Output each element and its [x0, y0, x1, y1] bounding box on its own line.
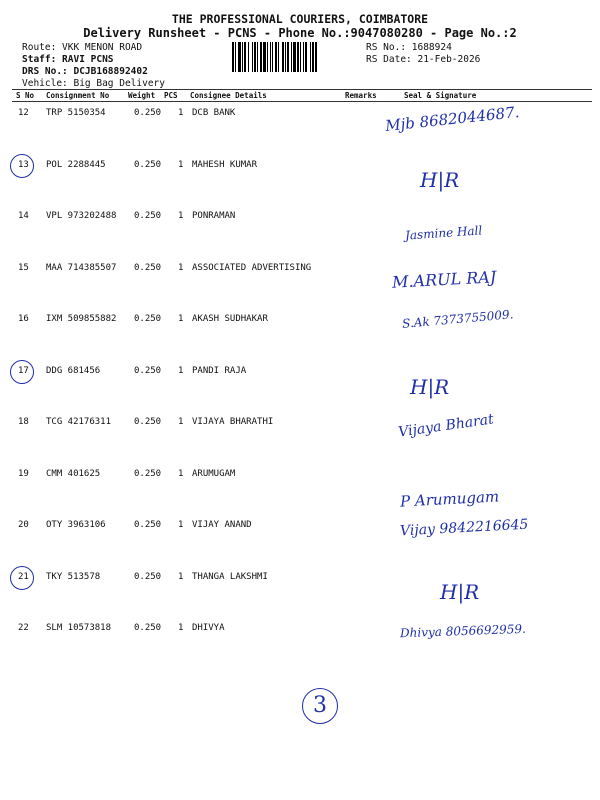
row-consignee: VIJAY ANAND: [192, 520, 252, 530]
row-signature-handwriting: Dhivya 8056692959.: [399, 621, 527, 641]
row-sno: 21: [18, 571, 29, 582]
col-pcs: PCS: [164, 91, 178, 100]
rs-date: RS Date: 21-Feb-2026: [366, 54, 481, 65]
barcode: [232, 42, 360, 72]
row-consignment-no: CMM 401625: [46, 468, 101, 479]
row-sno: 16: [18, 314, 29, 324]
row-consignment-no: OTY 3963106: [46, 520, 106, 530]
row-sno: 18: [18, 417, 29, 427]
row-weight: 0.250: [134, 417, 162, 427]
row-pcs: 1: [178, 468, 184, 479]
row-consignee: THANGA LAKSHMI: [192, 571, 268, 582]
header-rule-bottom: [12, 101, 592, 102]
page-mark-circle: [302, 688, 338, 724]
row-circle-mark: [10, 566, 34, 590]
row-weight: 0.250: [134, 262, 162, 273]
row-signature-handwriting: S.Ak 7373755009.: [401, 307, 514, 331]
row-consignment-no: TCG 42176311: [46, 417, 112, 427]
row-sno: 12: [18, 108, 29, 118]
row-consignee: AKASH SUDHAKAR: [192, 314, 268, 324]
row-weight: 0.250: [134, 314, 162, 324]
row-pcs: 1: [178, 211, 184, 221]
row-consignment-no: TKY 513578: [46, 571, 101, 582]
row-consignee: MAHESH KUMAR: [192, 159, 258, 170]
col-weight: Weight: [128, 91, 156, 100]
row-pcs: 1: [178, 108, 184, 118]
row-weight: 0.250: [134, 159, 162, 170]
row-weight: 0.250: [134, 365, 162, 376]
row-sno: 17: [18, 365, 29, 376]
row-weight: 0.250: [134, 468, 162, 479]
row-consignee: DHIVYA: [192, 623, 225, 633]
row-pcs: 1: [178, 623, 184, 633]
row-sno: 20: [18, 520, 29, 530]
row-consignee: PANDI RAJA: [192, 365, 247, 376]
row-signature-handwriting: Vijay 9842216645: [399, 516, 529, 540]
page-mark: 3: [313, 693, 327, 718]
row-weight: 0.250: [134, 623, 162, 633]
row-pcs: 1: [178, 314, 184, 324]
row-signature-handwriting: M.ARUL RAJ: [391, 267, 497, 292]
row-consignment-no: TRP 5150354: [46, 108, 106, 118]
row-signature-handwriting: H|R: [440, 580, 480, 604]
row-consignee: PONRAMAN: [192, 211, 236, 221]
row-signature-handwriting: H|R: [420, 168, 460, 192]
row-sno: 19: [18, 468, 29, 479]
rs-number: RS No.: 1688924: [366, 42, 452, 53]
route-label: Route: VKK MENON ROAD: [22, 42, 143, 53]
col-sno: S No: [16, 91, 35, 100]
row-weight: 0.250: [134, 520, 162, 530]
row-signature-handwriting: H|R: [410, 375, 450, 399]
row-consignment-no: MAA 714385507: [46, 262, 117, 273]
row-consignee: ASSOCIATED ADVERTISING: [192, 262, 312, 273]
row-signature-handwriting: Jasmine Hall: [404, 223, 483, 243]
col-remarks: Remarks: [345, 91, 377, 100]
row-consignment-no: VPL 973202488: [46, 211, 117, 221]
row-consignee: VIJAYA BHARATHI: [192, 417, 274, 427]
row-pcs: 1: [178, 571, 184, 582]
row-consignee: DCB BANK: [192, 108, 236, 118]
company-title: THE PROFESSIONAL COURIERS, COIMBATORE: [171, 12, 429, 26]
col-consignment: Consignment No: [46, 91, 110, 100]
row-sno: 22: [18, 623, 29, 633]
row-circle-mark: [10, 154, 34, 178]
row-consignment-no: IXM 509855882: [46, 314, 117, 324]
header-rule-top: [12, 89, 592, 90]
row-signature-handwriting: Vijaya Bharat: [397, 411, 495, 441]
row-circle-mark: [10, 360, 34, 384]
col-consignee: Consignee Details: [190, 91, 267, 100]
row-consignment-no: DDG 681456: [46, 365, 101, 376]
row-weight: 0.250: [134, 108, 162, 118]
row-consignment-no: SLM 10573818: [46, 623, 112, 633]
vehicle-label: Vehicle: Big Bag Delivery: [22, 78, 165, 89]
row-pcs: 1: [178, 417, 184, 427]
row-signature-handwriting: P Arumugam: [399, 487, 500, 511]
row-sno: 15: [18, 262, 29, 273]
runsheet-subtitle: Delivery Runsheet - PCNS - Phone No.:9047080280 - Page No.:2: [83, 26, 517, 40]
row-pcs: 1: [178, 159, 184, 170]
row-sno: 13: [18, 159, 29, 170]
staff-label: Staff: RAVI PCNS: [22, 54, 114, 65]
drs-number: DRS No.: DCJB168892402: [22, 66, 148, 77]
row-weight: 0.250: [134, 211, 162, 221]
row-sno: 14: [18, 211, 29, 221]
row-consignee: ARUMUGAM: [192, 468, 236, 479]
row-weight: 0.250: [134, 571, 162, 582]
col-seal-signature: Seal & Signature: [404, 91, 477, 100]
row-pcs: 1: [178, 520, 184, 530]
row-consignment-no: POL 2288445: [46, 159, 106, 170]
row-signature-handwriting: Mjb 8682044687.: [384, 103, 521, 135]
row-pcs: 1: [178, 365, 184, 376]
row-pcs: 1: [178, 262, 184, 273]
